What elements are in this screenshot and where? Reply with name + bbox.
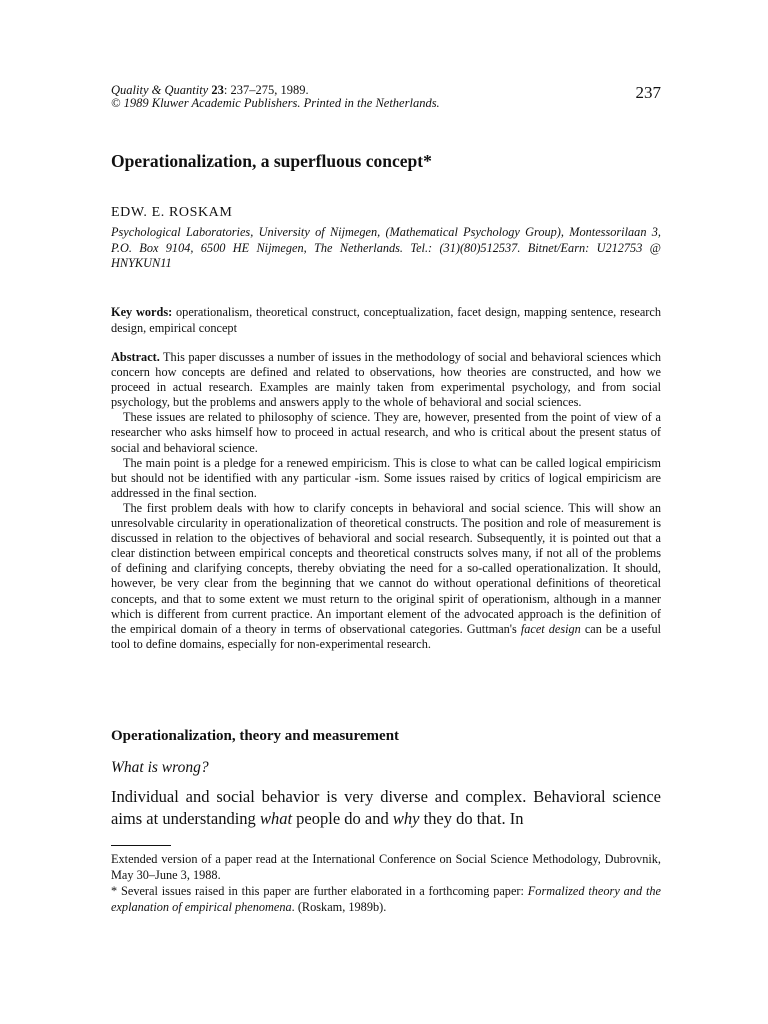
page-number: 237 <box>635 83 661 102</box>
abstract-p4-text-b: can be a useful tool to define domains, especially for non-experimental research. <box>111 621 662 651</box>
journal-pages-year: : 237–275, 1989. <box>223 83 309 97</box>
footnote-2-text-b: . (Roskam, 1989b). <box>291 900 387 914</box>
body-emphasis-what: what <box>259 809 293 828</box>
footnote-rule <box>111 845 171 846</box>
abstract <box>111 350 661 652</box>
body-text-b: people do and <box>292 809 393 828</box>
abstract-paragraph-2: These issues are related to philosophy of science. They are, however, presented from the point of view of a researcher who asks himself how to proceed in actual research, and who is critical about the present status of social and behavioral science. <box>111 410 661 455</box>
abstract-paragraph-4 <box>111 501 661 652</box>
body-paragraph <box>111 786 661 830</box>
journal-name: Quality & Quantity <box>111 83 209 97</box>
abstract-paragraph-3: The main point is a pledge for a renewed empiricism. This is close to what can be called logical empiricism but should not be identified with any particular -ism. Some issues raised by critics of logical empiricism are addressed in the final section. <box>111 455 661 500</box>
article-title: Operationalization, a superfluous concept* <box>111 151 432 171</box>
keywords-label: Key words: <box>111 305 173 319</box>
footnotes <box>111 851 661 915</box>
body-emphasis-why: why <box>392 809 420 828</box>
author-name: EDW. E. ROSKAM <box>111 205 233 220</box>
abstract-p4-text-a: The first problem deals with how to clarify concepts in behavioral and social science. This will show an unresolvable circularity in operationalization of theoretical constructs. The position and role of measurement is discussed in relation to the objectives of behavioral and social research. Subsequently, it is pointed out that a clear distinction between empirical concepts and theoretical constructs solves many, if not all of the problems of defining and clarifying concepts, thereby obviating the need for a so-called operationalization. It should, however, be very clear from the beginning that we cannot do without operational definitions of theoretical concepts, and that to some extent we must return to the original spirit of operationism, although in a manner which is different from current practice. An important element of the advocated approach is the definition of the empirical domain of a theory in terms of observational categories. Guttman's <box>111 500 661 636</box>
section-heading: Operationalization, theory and measurement <box>111 728 400 744</box>
footnote-1: Extended version of a paper read at the International Conference on Social Science Methodology, Dubrovnik, May 30–June 3, 1988. <box>111 852 661 882</box>
body-text-a: Individual and social behavior is very diverse and complex. Behavioral science aims at understanding <box>111 787 661 828</box>
abstract-paragraph-1 <box>111 350 661 410</box>
footnote-2-emphasis: Formalized theory and the explanation of empirical phenomena <box>111 884 661 914</box>
body-text-c: they do that. In <box>419 809 524 828</box>
abstract-p1-text: This paper discusses a number of issues in the methodology of social and behavioral sciences which concern how concepts are defined and related to observations, how theories are constructed, and how we proceed in actual research. Examples are mainly taken from experimental psychology, and from social psychology, but the problems and answers apply to the whole of behavioral and social sciences. <box>111 350 661 410</box>
abstract-label: Abstract. <box>111 350 160 364</box>
author-affiliation: Psychological Laboratories, University of Nijmegen, (Mathematical Psychology Group), Montessorilaan 3, P.O. Box 9104, 6500 HE Nijmegen, The Netherlands. Tel.: (31)(80)512537. Bitnet/Earn: U212753 @ HNYKUN11 <box>111 225 661 270</box>
keywords-text: operationalism, theoretical construct, conceptualization, facet design, mapping sentence, research design, empirical concept <box>111 305 661 335</box>
subsection-heading: What is wrong? <box>111 759 209 776</box>
abstract-p4-emphasis: facet design <box>520 621 581 636</box>
copyright-line: © 1989 Kluwer Academic Publishers. Printed in the Netherlands. <box>111 96 440 110</box>
footnote-2 <box>111 883 661 915</box>
keywords <box>111 305 661 336</box>
journal-volume: 23 <box>211 83 224 97</box>
footnote-2-text-a: * Several issues raised in this paper are further elaborated in a forthcoming paper: <box>111 884 528 898</box>
journal-citation <box>111 84 561 110</box>
